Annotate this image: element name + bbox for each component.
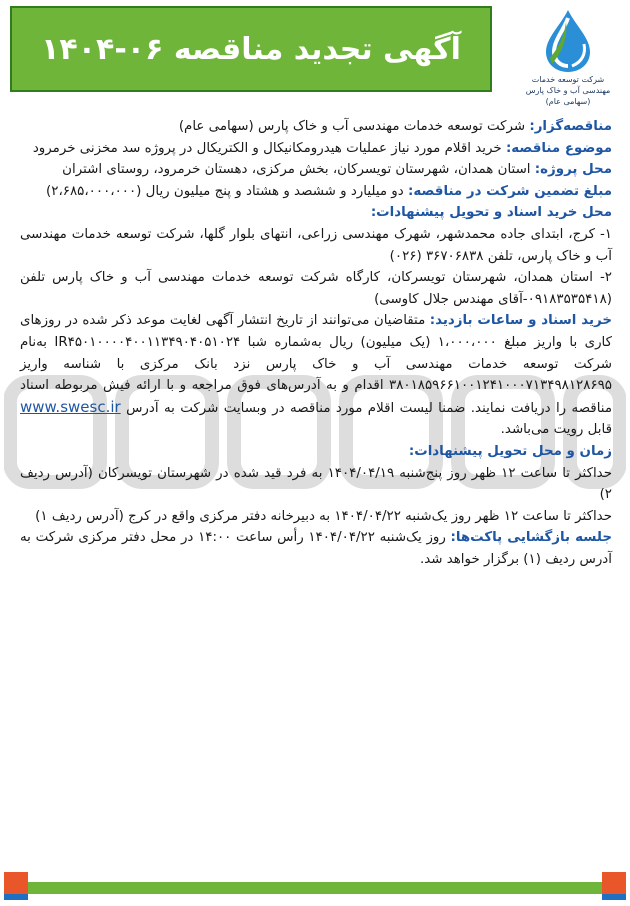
opening-label: جلسه بازگشایی پاکت‌ها: — [450, 530, 613, 546]
docs-purchase-section — [20, 310, 612, 441]
subject-label: موضوع مناقصه: — [505, 140, 612, 156]
footer-green-stripe — [20, 882, 610, 894]
footer-right-corner — [602, 872, 626, 894]
footer-left-blue — [4, 894, 28, 900]
docs-purchase-value: متقاضیان می‌توانند از تاریخ انتشار آگهی لغایت موعد ذکر شده در روزهای کاری با واریز مبلغ ۱،۰۰۰،۰۰۰ (یک میلیون) ریال به‌شماره شبا IR۴۵۰۱۰۰۰۰۴۰۰۱۱۳۴۹۰۴۰۵۱۰۲۴ به‌نام شرکت توسعه خدمات مهندسی آب و خاک پارس نزد بانک مرکزی با شناسه واریز ۳۸۰۱۸۵۹۶۶۱۰۰۱۲۴۱۰۰۰۷۱۳۴۹۸۱۲۸۶۹۵ اقدام و به آدرس‌های فوق مراجعه و با ارائه فیش مربوطه اسناد مناقصه را دریافت نمایند. ضمنا لیست اقلام مورد مناقصه در وبسایت شرکت به آدرس — [20, 313, 612, 416]
footer-bar — [0, 866, 630, 906]
docs-purchase-label: خرید اسناد و ساعات بازدید: — [429, 313, 612, 329]
notice-body — [20, 116, 612, 570]
tenderer-value: شرکت توسعه خدمات مهندسی آب و خاک پارس (سهامی عام) — [178, 119, 526, 134]
deadline-line-2: حداکثر تا ساعت ۱۲ ظهر روز یک‌شنبه ۱۴۰۴/۰۴/۲۲ به دبیرخانه دفتر مرکزی واقع در کرج (آدرس ردیف ۱) — [35, 508, 612, 524]
subject-value: خرید اقلام مورد نیاز عملیات هیدرومکانیکال و الکتریکال در پروژه سد مخزنی خرمرود — [32, 140, 502, 156]
deadline-line-1: حداکثر تا ساعت ۱۲ ظهر روز پنج‌شنبه ۱۴۰۴/۰۴/۱۹ به فرد قید شده در شهرستان تویسرکان (آدرس ردیف ۲) — [20, 465, 612, 503]
location-section — [20, 159, 612, 181]
subject-section — [20, 138, 612, 160]
website-link[interactable]: www.swesc.ir — [20, 397, 121, 416]
location-label: محل پروژه: — [534, 162, 612, 178]
company-logo — [520, 8, 616, 116]
opening-section — [20, 527, 612, 570]
guarantee-value: دو میلیارد و ششصد و هشتاد و پنج میلیون ریال (۲،۶۸۵،۰۰۰،۰۰۰) — [46, 183, 404, 199]
logo-caption: شرکت توسعه خدمات مهندسی آب و خاک پارس (سهامی عام) — [525, 75, 611, 106]
docs-place-item-1: ۱- کرج، ابتدای جاده محمدشهر، شهرک مهندسی زراعی، انتهای بلوار گلها، شرکت توسعه خدمات مهندسی آب و خاک پارس، تلفن ۳۶۷۰۶۸۳۸ (۰۲۶) — [20, 226, 612, 264]
docs-purchase-tail: قابل رویت می‌باشد. — [500, 422, 612, 438]
tenderer-label: مناقصه‌گزار: — [529, 119, 612, 134]
guarantee-label: مبلغ تضمین شرکت در مناقصه: — [408, 183, 612, 199]
water-drop-icon — [538, 8, 598, 74]
docs-place-heading: محل خرید اسناد و تحویل پیشنهادات: — [370, 205, 612, 221]
footer-left-corner — [4, 872, 28, 894]
docs-place-item-2: ۲- استان همدان، شهرستان تویسرکان، کارگاه شرکت توسعه خدمات مهندسی آب و خاک پارس تلفن (۰۹۱۸۳۵۳۵۴۱۸-آقای مهندس جلال کاوسی) — [20, 270, 612, 307]
notice-title: آگهی تجدید مناقصه ۰۶-۱۴۰۴ — [41, 31, 461, 67]
opening-value: روز یک‌شنبه ۱۴۰۴/۰۴/۲۲ رأس ساعت ۱۴:۰۰ در محل دفتر مرکزی شرکت به آدرس ردیف (۱) برگزار خواهد شد. — [20, 530, 612, 567]
deadline-heading: زمان و محل تحویل پیشنهادات: — [408, 443, 612, 459]
footer-right-blue — [602, 894, 626, 900]
title-banner — [10, 6, 492, 92]
guarantee-section — [20, 181, 612, 203]
location-value: استان همدان، شهرستان تویسرکان، بخش مرکزی، دهستان خرمرود، روستای اشتران — [62, 162, 531, 178]
tenderer-section — [20, 116, 612, 138]
